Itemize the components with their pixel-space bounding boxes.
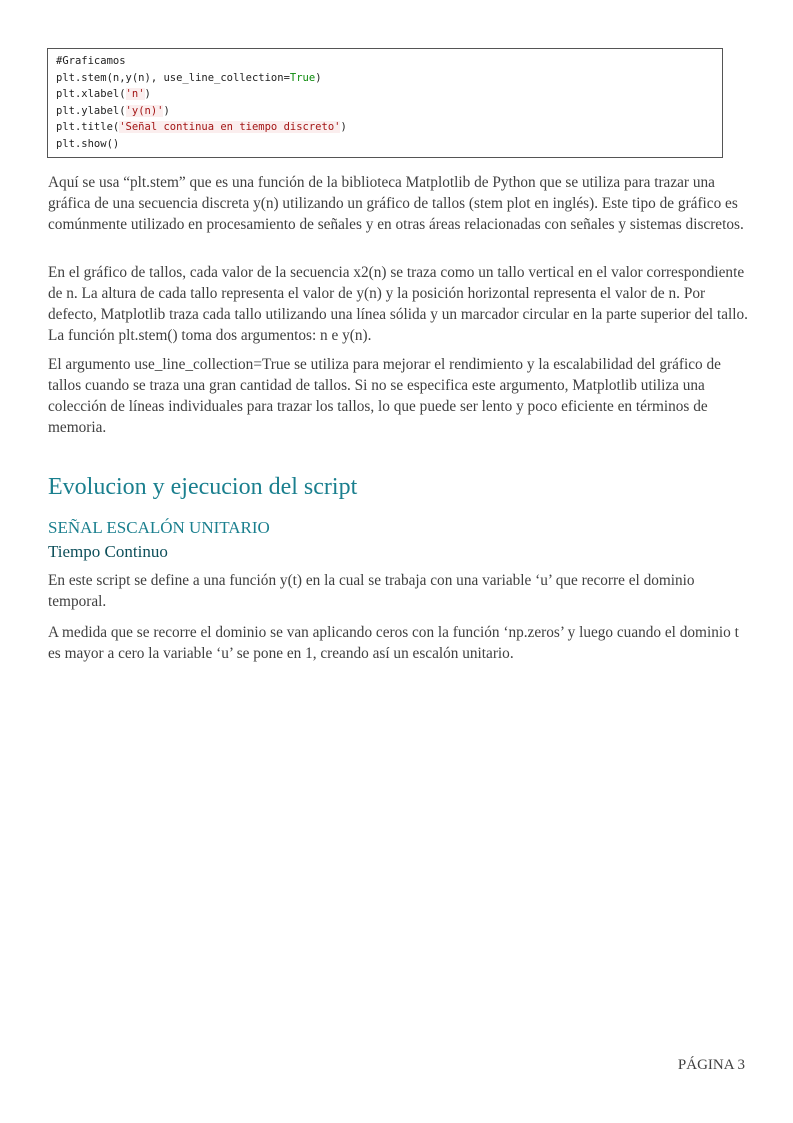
paragraph: En este script se define a una función y(t) en la cual se trabaja con una variable ‘u’ que recorre el dominio temporal.: [48, 572, 695, 611]
code-keyword: True: [289, 71, 316, 84]
code-text: ): [340, 121, 347, 133]
code-line: plt.show(): [56, 137, 120, 150]
code-text: plt.ylabel(: [56, 104, 126, 117]
code-text: plt.title(: [56, 121, 120, 133]
paragraph: Aquí se usa “plt.stem” que es una función de la biblioteca Matplotlib de Python que se utiliza para trazar una gráfica de una secuencia discreta y(n) utilizando un gráfico de tallos (stem plot en inglés). Este tipo de gráfico es comúnmente utilizado en procesamiento de señales y en otras áreas relacionadas con señales y sistemas discretos.: [48, 174, 744, 233]
paragraph: En el gráfico de tallos, cada valor de la secuencia x2(n) se traza como un tallo vertical en el valor correspondiente de n. La altura de cada tallo representa el valor de y(n) y la posición horizontal representa el valor de n. Por defecto, Matplotlib traza cada tallo utilizando una línea sólida y un marcador circular en la parte superior del tallo. La función plt.stem() toma dos argumentos: n e y(n).: [48, 264, 748, 344]
paragraph: El argumento use_line_collection=True se utiliza para mejorar el rendimiento y la escalabilidad del gráfico de tallos cuando se traza una gran cantidad de tallos. Si no se especifica este argumento, Matplotlib utiliza una colección de líneas individuales para trazar los tallos, lo que puede ser lento y poco eficiente en términos de memoria.: [48, 356, 721, 436]
subsection-heading: SEÑAL ESCALÓN UNITARIO: [48, 518, 270, 537]
code-line: [56, 119, 722, 136]
code-text: ): [163, 104, 170, 117]
code-block: [47, 48, 723, 158]
code-text: ): [315, 71, 322, 84]
subsubsection-heading: Tiempo Continuo: [48, 542, 168, 561]
paragraph: A medida que se recorre el dominio se van aplicando ceros con la función ‘np.zeros’ y luego cuando el dominio t es mayor a cero la variable ‘u’ se pone en 1, creando así un escalón unitario.: [48, 624, 739, 663]
page-number: PÁGINA 3: [677, 1057, 745, 1073]
code-string: 'Señal continua en tiempo discreto': [119, 121, 341, 133]
code-text: ): [144, 88, 151, 100]
code-text: plt.stem(n,y(n), use_line_collection=: [56, 71, 290, 84]
code-line: [56, 103, 722, 120]
code-text: plt.xlabel(: [56, 88, 126, 100]
code-line: [56, 86, 722, 103]
code-line: #Graficamos: [56, 55, 126, 67]
section-heading: Evolucion y ejecucion del script: [48, 474, 358, 500]
code-string: 'y(n)': [125, 104, 164, 117]
code-line: [56, 70, 722, 87]
code-string: 'n': [125, 88, 145, 100]
